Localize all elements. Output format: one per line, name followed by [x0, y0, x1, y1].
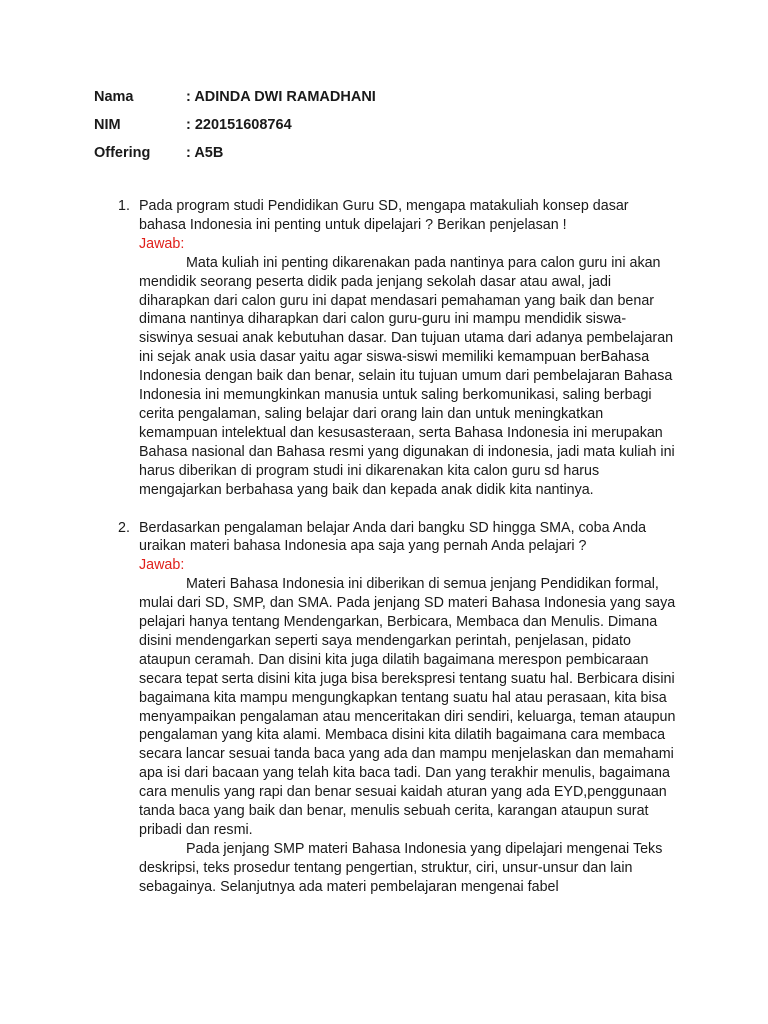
name-row: [94, 88, 376, 116]
nim-row: [94, 116, 376, 144]
nim-label: NIM: [94, 117, 121, 133]
offering-value: : A5B: [186, 145, 224, 161]
answer-paragraph: Pada jenjang SMP materi Bahasa Indonesia yang dipelajari mengenai Teks deskripsi, teks prosedur tentang pengertian, struktur, ciri, unsur-unsur dan lain sebagainya. Selanjutnya ada materi pembelajaran mengenai fabel: [139, 840, 663, 895]
question-list: [118, 197, 678, 897]
student-info-header: [94, 88, 376, 172]
name-label: Nama: [94, 89, 134, 105]
question-item-1: [118, 197, 678, 500]
answer-paragraph: Materi Bahasa Indonesia ini diberikan di semua jenjang Pendidikan formal, mulai dari SD, SMP, dan SMA. Pada jenjang SD materi Bahasa Indonesia yang saya pelajari hanya tentang Mendengarkan, Berbicara, Membaca dan Menulis. Dimana disini mendengarkan seperti saya mendengarkan perintah, penjelasan, pidato ataupun ceramah. Dan disini kita juga dilatih bagaimana merespon pembicaraan secara tepat serta disini kita juga bisa berekspresi tentang suatu hal. Berbicara disini bagaimana kita mampu mengungkapkan tentang suatu hal atau perasaan, kita bisa menyampaikan pengalaman atau menceritakan diri sendiri, keluarga, teman ataupun pengalaman yang kita alami. Membaca disini kita dilatih bagaimana cara membaca secara lancar sesuai tanda baca yang ada dan mampu menjelaskan dan memahami apa isi dari bacaan yang telah kita baca tadi. Dan yang terakhir menulis, bagaimana cara menulis yang rapi dan benar sesuai kaidah aturan yang ada EYD,penggunaan tanda baca yang baik dan benar, menulis sebuah cerita, karangan ataupun surat pribadi dan resmi.: [139, 576, 676, 838]
question-number: 1.: [118, 198, 130, 214]
offering-row: [94, 144, 376, 172]
name-value: : ADINDA DWI RAMADHANI: [186, 89, 376, 105]
offering-label: Offering: [94, 145, 151, 161]
question-number: 2.: [118, 519, 130, 536]
answer-paragraph: Mata kuliah ini penting dikarenakan pada nantinya para calon guru ini akan mendidik seorang peserta didik pada jenjang sekolah dasar atau awal, jadi diharapkan dari calon guru ini dapat mendasari pemahaman yang baik dan benar dimana nantinya diharapkan dari calon guru-guru ini mampu mendidik siswa-siswinya sesuai anak kebutuhan dasar. Dan tujuan utama dari adanya pembelajaran ini sejak anak usia dasar yaitu agar siswa-siswi memiliki kemampuan berBahasa Indonesia dengan baik dan benar, selain itu tujuan umum dari pembelajaran Bahasa Indonesia ini memungkinkan manusia untuk saling berkomunikasi, saling berbagi cerita pengalaman, saling belajar dari orang lain dan untuk meningkatkan kemampuan intelektual dan kesusasteraan, serta Bahasa Indonesia ini merupakan Bahasa nasional dan Bahasa resmi yang digunakan di indonesia, jadi mata kuliah ini harus diberikan di program studi ini dikarenakan kita calon guru sd harus mengajarkan berbahasa yang baik dan kepada anak didik kita nantinya.: [139, 254, 675, 498]
question-item-2: [118, 519, 678, 897]
nim-value: : 220151608764: [186, 117, 292, 133]
answer-label: Jawab:: [139, 235, 185, 252]
question-text: Pada program studi Pendidikan Guru SD, mengapa matakuliah konsep dasar bahasa Indonesia ini penting untuk dipelajari ? Berikan penjelasan !: [139, 198, 629, 233]
answer-label: Jawab:: [139, 557, 185, 574]
question-text: Berdasarkan pengalaman belajar Anda dari bangku SD hingga SMA, coba Anda uraikan materi bahasa Indonesia apa saja yang pernah Anda pelajari ?: [139, 519, 647, 555]
